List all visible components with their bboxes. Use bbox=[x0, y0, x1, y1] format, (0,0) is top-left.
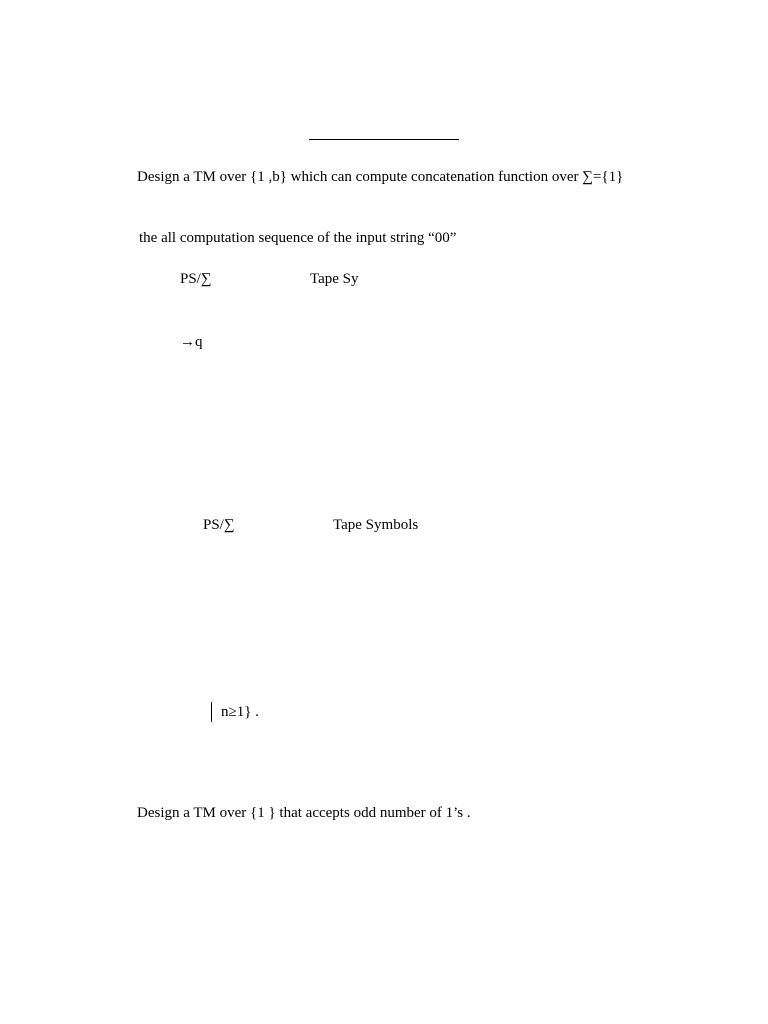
table2-header-present-state: PS/∑ bbox=[203, 517, 235, 533]
title-underline bbox=[309, 139, 459, 140]
set-builder-condition: n≥1} . bbox=[221, 704, 259, 720]
table1-row-start-state: →q bbox=[180, 334, 203, 350]
question-concatenation: Design a TM over {1 ,b} which can compute concatenation function over ∑={1} bbox=[137, 169, 624, 185]
question-computation-sequence: the all computation sequence of the input string “00” bbox=[139, 230, 457, 246]
question-odd-ones: Design a TM over {1 } that accepts odd number of 1’s . bbox=[137, 805, 471, 821]
table2-header-tape-symbols: Tape Symbols bbox=[333, 517, 419, 533]
set-builder-bar bbox=[211, 702, 212, 722]
table1-header-present-state: PS/∑ bbox=[180, 271, 212, 287]
table1-header-tape-symbols: Tape Sy bbox=[310, 271, 359, 287]
